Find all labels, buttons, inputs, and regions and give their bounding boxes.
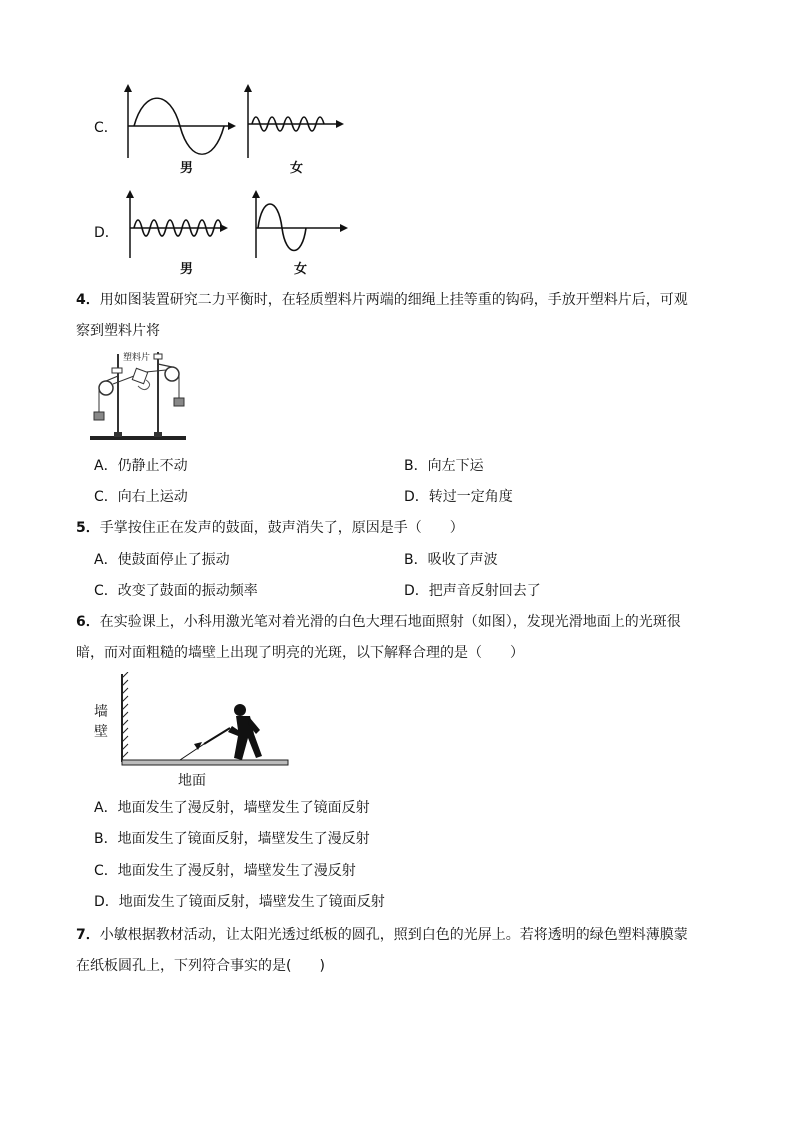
q5-number: 5． (76, 520, 100, 536)
option-d-letter: D． (94, 225, 119, 241)
q6-wall-label-2: 壁 (94, 724, 108, 740)
q4-option-c[interactable]: C．向右上运动 (94, 489, 188, 505)
q5-stem: 5．手掌按住正在发声的鼓面，鼓声消失了，原因是手（ ） (76, 520, 464, 536)
waveform-male (124, 84, 236, 158)
q6-option-c[interactable]: C．地面发生了漫反射，墙壁发生了漫反射 (94, 863, 356, 879)
q4-stem-line1: 4．用如图装置研究二力平衡时，在轻质塑料片两端的细绳上挂等重的钩码，手放开塑料片后，可观 (76, 292, 688, 308)
q5-option-b[interactable]: B．吸收了声波 (404, 552, 498, 568)
q5-option-c[interactable]: C．改变了鼓面的振动频率 (94, 583, 258, 599)
q4-figure-label: 塑料片 (123, 353, 151, 363)
option-c-letter: C． (94, 120, 118, 136)
option-c-male-caption: 男 (180, 161, 194, 176)
option-c-female-caption: 女 (290, 161, 304, 176)
q6-option-b[interactable]: B．地面发生了镜面反射，墙壁发生了漫反射 (94, 831, 370, 847)
q7-number: 7． (76, 927, 100, 943)
option-d-male-caption: 男 (180, 262, 194, 277)
waveform-female (244, 84, 344, 158)
q6-number: 6． (76, 614, 100, 630)
q7-stem-line2: 在纸板圆孔上，下列符合事实的是( ) (76, 958, 325, 974)
q6-wall-label-1: 墙 (94, 704, 108, 720)
option-d-female-caption: 女 (294, 262, 308, 277)
q4-option-d[interactable]: D．转过一定角度 (404, 489, 513, 505)
q6-ground-label: 地面 (178, 773, 206, 789)
q4-stem-line2: 察到塑料片将 (76, 323, 160, 339)
option-c-waveforms (118, 82, 348, 162)
q6-stem-line2: 暗，而对面粗糙的墙壁上出现了明亮的光斑，以下解释合理的是（ ） (76, 645, 524, 661)
q6-laser-figure (110, 672, 294, 772)
q5-option-d[interactable]: D．把声音反射回去了 (404, 583, 541, 599)
q5-option-a[interactable]: A．使鼓面停止了振动 (94, 552, 230, 568)
q6-option-a[interactable]: A．地面发生了漫反射，墙壁发生了镜面反射 (94, 800, 370, 816)
q4-option-a[interactable]: A．仍静止不动 (94, 458, 188, 474)
q4-number: 4． (76, 292, 100, 308)
q6-option-d[interactable]: D．地面发生了镜面反射，墙壁发生了镜面反射 (94, 894, 385, 910)
waveform-male (126, 190, 228, 258)
q4-option-b[interactable]: B．向左下运 (404, 458, 484, 474)
waveform-female (252, 190, 348, 258)
option-d-waveforms (118, 188, 358, 260)
q6-stem-line1: 6．在实验课上，小科用激光笔对着光滑的白色大理石地面照射（如图），发现光滑地面上的光斑很 (76, 614, 681, 630)
q7-stem-line1: 7．小敏根据教材活动，让太阳光透过纸板的圆孔，照到白色的光屏上。若将透明的绿色塑料薄膜蒙 (76, 927, 688, 943)
